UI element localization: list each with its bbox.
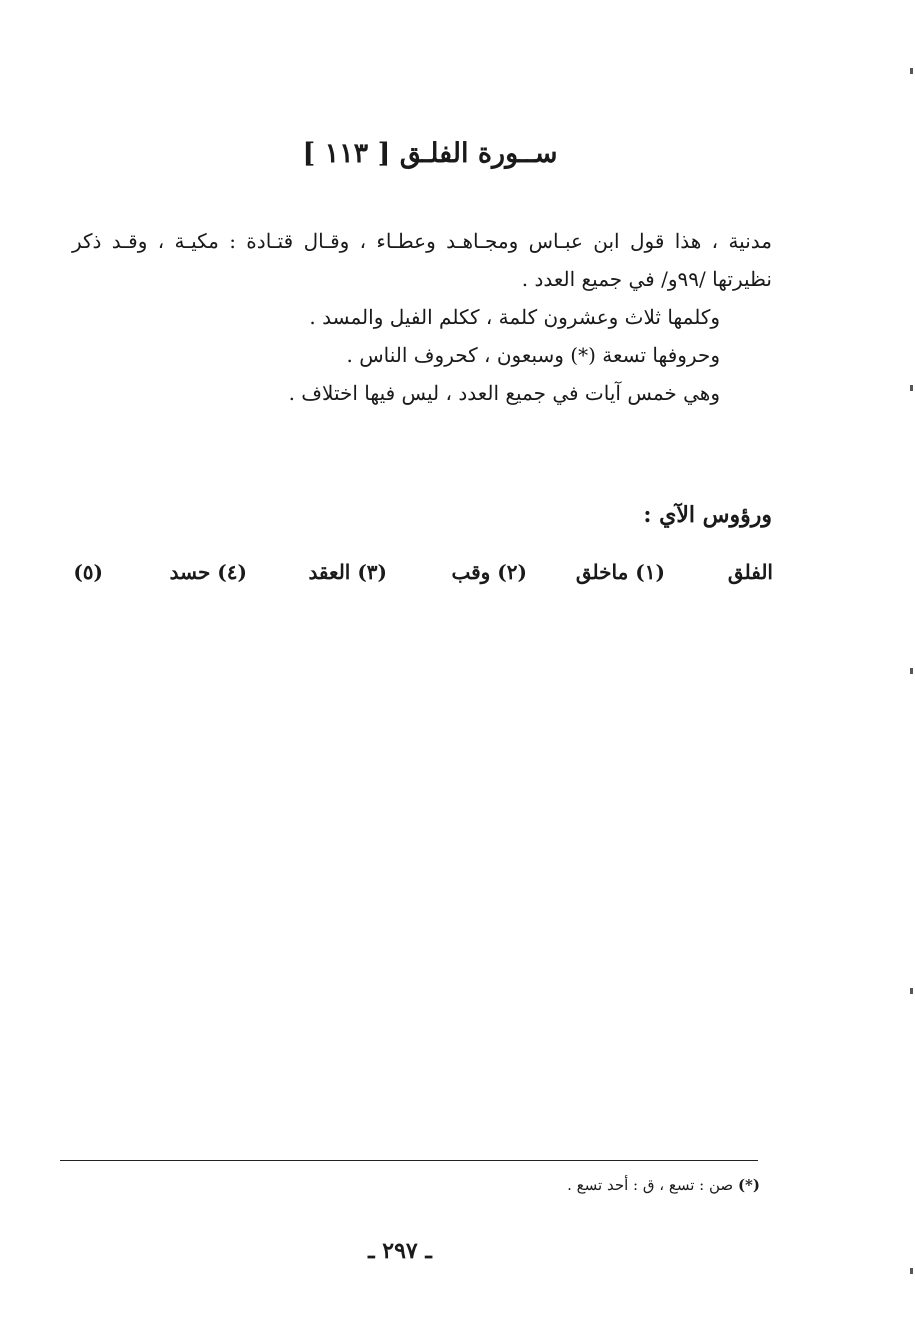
verse-head-item: (١) ماخلق	[575, 560, 665, 584]
footnote-mark: (*)	[737, 1176, 760, 1194]
scan-edge-mark	[910, 1268, 913, 1274]
page-number: ـ ٢٩٧ ـ	[368, 1238, 432, 1264]
paragraph-verse-count: وهي خمس آيات في جميع العدد ، ليس فيها اختلاف .	[288, 381, 720, 405]
footnote	[400, 1176, 760, 1194]
scan-edge-mark	[910, 668, 913, 674]
verse-head-item: (٥)	[73, 560, 103, 584]
scan-edge-mark	[910, 988, 913, 994]
verse-head-item: الفلق	[727, 560, 773, 584]
surah-title: ســورة الفلـق [ ١١٣ ]	[302, 138, 558, 169]
paragraph-revelation: مدنية ، هذا قول ابن عبـاس ومجـاهـد وعطـاء ، وقـال قتـادة : مكيـة ، وقـد ذكر نظيرتها /٩٩و/ في جميع العدد .	[72, 229, 772, 291]
verse-head-item: (٤) حسد	[169, 560, 247, 584]
scan-edge-mark	[910, 68, 913, 74]
paragraph-letter-count: وحروفها تسعة (*) وسبعون ، كحروف الناس .	[346, 343, 720, 367]
verse-head-item: (٢) وقب	[451, 560, 527, 584]
intro-text	[72, 222, 772, 412]
footnote-text: صن : تسع ، ق : أحد تسع .	[567, 1176, 734, 1194]
paragraph-word-count: وكلمها ثلاث وعشرون كلمة ، ككلم الفيل والمسد .	[309, 305, 720, 329]
verse-head-item: (٣) العقد	[308, 560, 387, 584]
footnote-divider	[60, 1160, 758, 1161]
verse-heads-heading: ورؤوس الآي :	[643, 502, 772, 528]
scan-edge-mark	[910, 385, 913, 391]
verse-heads-row	[70, 560, 775, 600]
